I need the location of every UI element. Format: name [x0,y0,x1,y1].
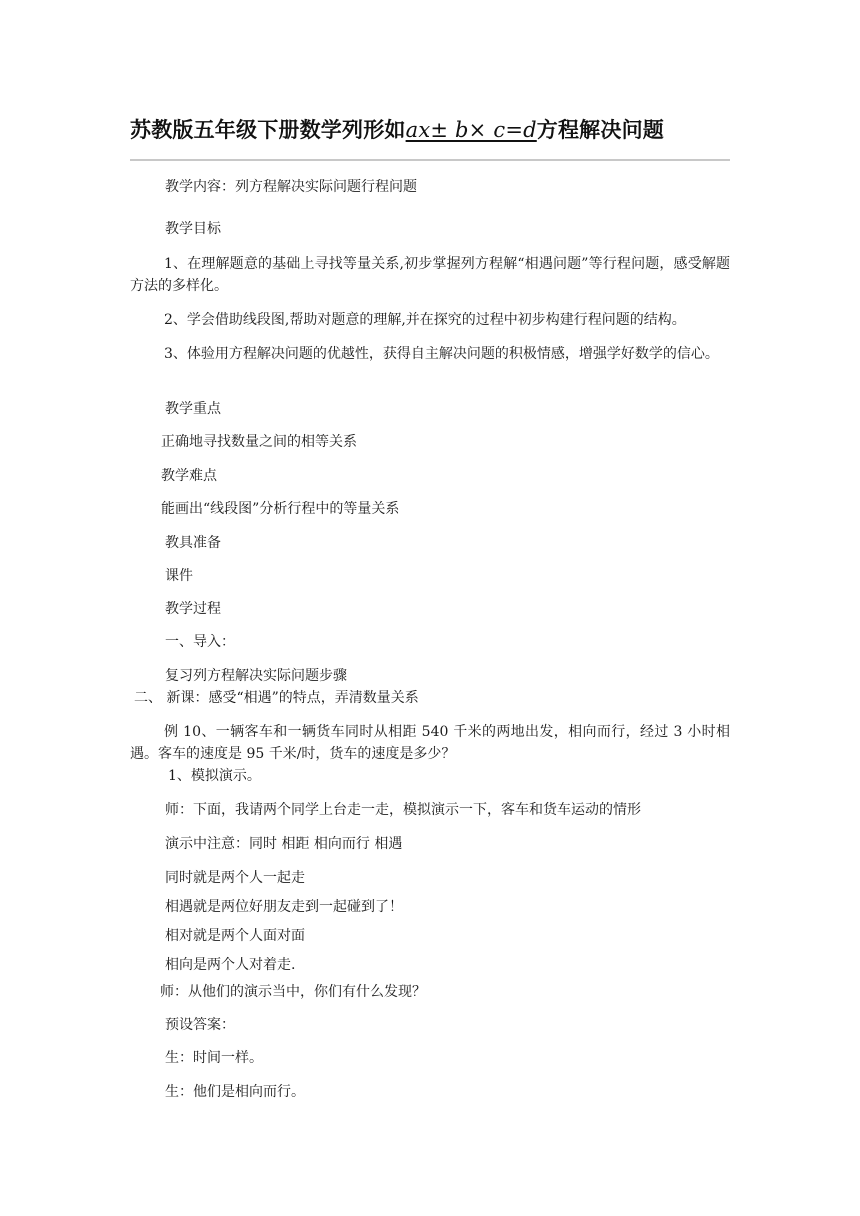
title-suffix: 方程解决问题 [536,118,664,142]
tools-heading: 教具准备 [165,535,221,551]
teacher-line-2: 师：从他们的演示当中，你们有什么发现？ [160,984,426,1000]
explain-line-4: 相向是两个人对着走. [165,957,296,973]
student-answer-2: 生：他们是相向而行。 [165,1084,305,1100]
demo-heading: 1、模拟演示。 [168,768,261,784]
process-heading: 教学过程 [165,601,221,617]
step-2-heading: 二、 新课：感受“相遇”的特点，弄清数量关系 [134,690,419,706]
goal-1: 1、在理解题意的基础上寻找等量关系,初步掌握列方程解“相遇问题”等行程问题，感受解题方法的多样化。 [130,256,730,294]
title-prefix: 苏教版五年级下册数学列形如 [130,118,406,142]
teacher-line-1: 师：下面，我请两个同学上台走一走，模拟演示一下，客车和货车运动的情形 [165,802,641,818]
preset-answer-label: 预设答案： [165,1017,235,1033]
explain-line-2: 相遇就是两位好朋友走到一起碰到了！ [165,899,403,915]
step-1-text: 复习列方程解决实际问题步骤 [165,668,347,684]
explain-line-3: 相对就是两个人面对面 [165,928,305,944]
title-divider [130,159,730,161]
title-formula: ax± b× c=d [405,118,537,142]
tools-text: 课件 [165,568,193,584]
goal-3: 3、体验用方程解决问题的优越性，获得自主解决问题的积极情感，增强学好数学的信心。 [164,346,719,362]
key-text: 正确地寻找数量之间的相等关系 [161,434,357,450]
difficulty-heading: 教学难点 [161,468,217,484]
teaching-content: 教学内容：列方程解决实际问题行程问题 [165,179,417,195]
student-answer-1: 生：时间一样。 [165,1050,263,1066]
step-1-heading: 一、导入： [165,634,235,650]
example-10: 例 10、一辆客车和一辆货车同时从相距 540 千米的两地出发，相向而行，经过 3 小时相遇。客车的速度是 95 千米/时，货车的速度是多少？ [130,724,730,762]
document-title [130,114,664,144]
goals-heading: 教学目标 [165,221,221,237]
difficulty-text: 能画出“线段图”分析行程中的等量关系 [161,501,400,517]
explain-line-1: 同时就是两个人一起走 [165,870,305,886]
key-heading: 教学重点 [165,401,221,417]
goal-2: 2、学会借助线段图,帮助对题意的理解,并在探究的过程中初步构建行程问题的结构。 [164,312,686,328]
notice-line: 演示中注意：同时 相距 相向而行 相遇 [165,836,403,852]
